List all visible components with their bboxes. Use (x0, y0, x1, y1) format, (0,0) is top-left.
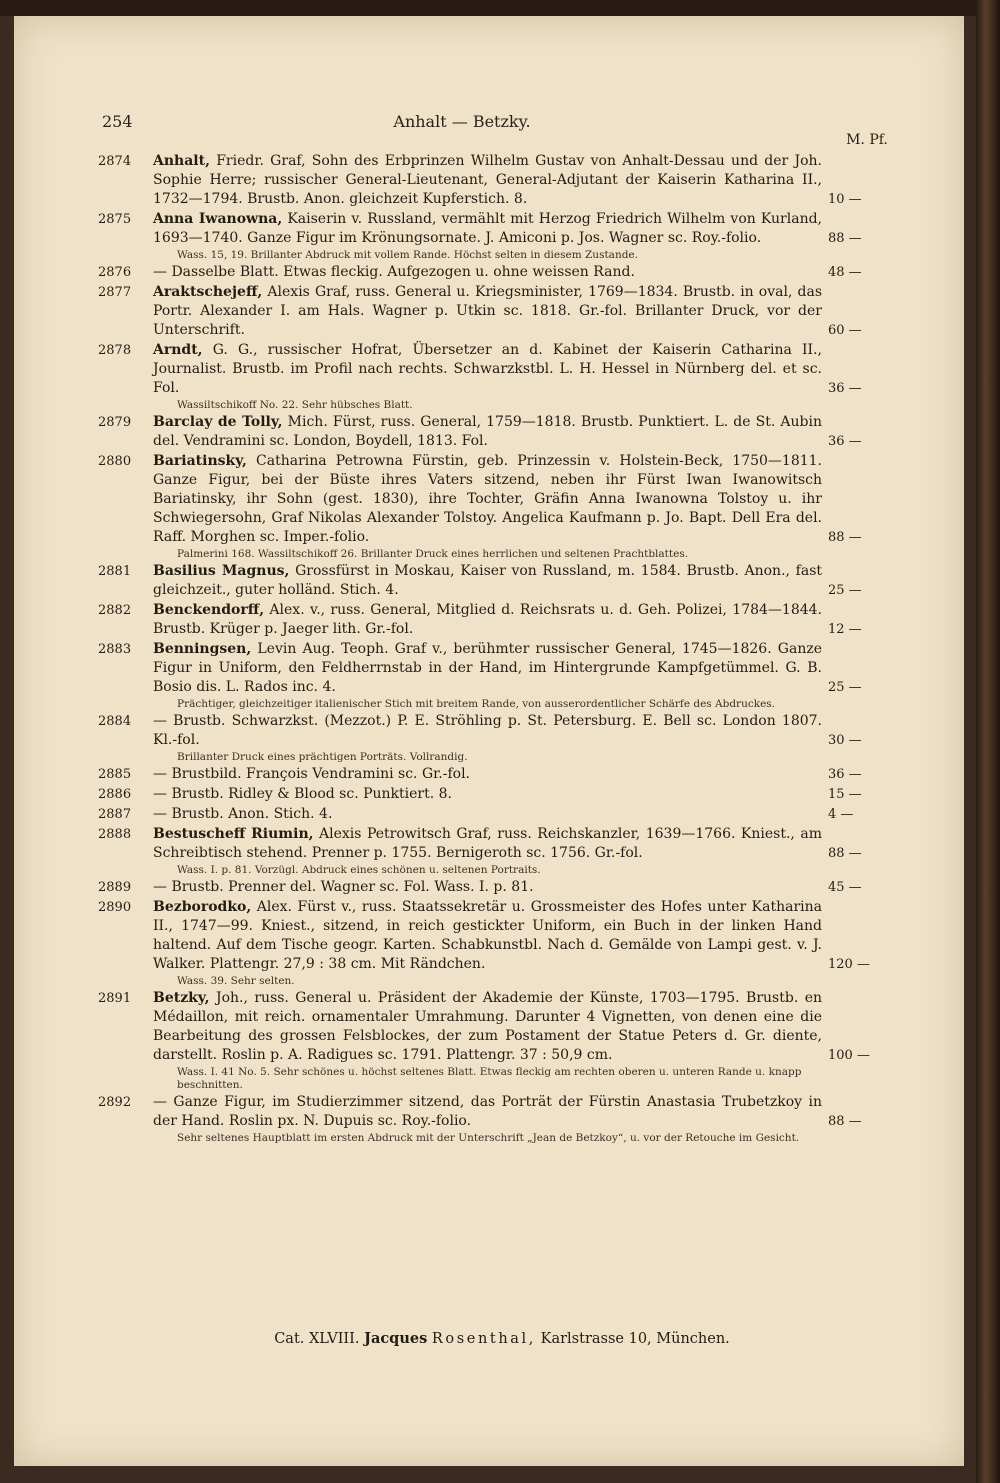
entry-number: 2888 (98, 827, 132, 842)
entry-number: 2882 (98, 603, 132, 618)
entry-description (153, 640, 822, 697)
catalog-entry (98, 640, 918, 711)
catalog-entry (98, 263, 918, 282)
entry-number: 2889 (98, 880, 132, 895)
entry-number: 2881 (98, 564, 132, 579)
entry-sitter-name: Basilius Magnus, (153, 563, 290, 579)
entry-number: 2886 (98, 787, 132, 802)
entry-price: 12 — (828, 622, 862, 637)
entry-description (153, 283, 822, 340)
entry-description (153, 785, 822, 804)
catalog-entry (98, 152, 918, 209)
footer-publisher-firstname: Jacques (364, 1330, 428, 1347)
entry-description (153, 898, 822, 974)
catalog-entry (98, 601, 918, 639)
entry-description (153, 878, 822, 897)
catalog-entries (98, 152, 918, 1322)
catalog-page (14, 16, 964, 1466)
entry-price: 88 — (828, 231, 862, 246)
entry-text: Mich. Fürst, russ. General, 1759—1818. Brustb. Punktiert. L. de St. Aubin del. Vendramini sc. London, Boydell, 1813. Fol. (153, 414, 823, 449)
page-header (102, 112, 822, 142)
entry-number: 2877 (98, 285, 132, 300)
entry-note: Wass. I. 41 No. 5. Sehr schönes u. höchst seltenes Blatt. Etwas fleckig am rechten oberen u. unteren Rande u. knapp beschnitten. (177, 1066, 802, 1091)
catalog-entry (98, 898, 918, 988)
entry-description (153, 341, 822, 398)
entry-price: 15 — (828, 787, 862, 802)
catalog-entry (98, 341, 918, 412)
entry-text: — Brustb. Ridley & Blood sc. Punktiert. 8. (153, 786, 452, 802)
entry-description (153, 562, 822, 600)
entry-text: — Brustb. Schwarzkst. (Mezzot.) P. E. Ströhling p. St. Petersburg. E. Bell sc. London 1807. Kl.-fol. (153, 713, 822, 748)
entry-price: 36 — (828, 381, 862, 396)
entry-text: Joh., russ. General u. Präsident der Akademie der Künste, 1703—1795. Brustb. en Médaillon, mit reich. ornamentaler Umrahmung. Darunter 4 Vignetten, von denen eine die Bearbeitung des grossen Felsblockes, der zum Postament der Statue Peters d. Gr. diente, darstellt. Roslin p. A. Radigues sc. 1791. Plattengr. 37 : 50,9 cm. (153, 990, 822, 1063)
entry-text: Alex. v., russ. General, Mitglied d. Reichsrats u. d. Geh. Polizei, 1784—1844. Brustb. Krüger p. Jaeger lith. Gr.-fol. (153, 602, 822, 637)
entry-price: 10 — (828, 192, 862, 207)
entry-text: Alexis Graf, russ. General u. Kriegsminister, 1769—1834. Brustb. in oval, das Portr. Alexander I. am Hals. Wagner p. Utkin sc. 1818. Gr.-fol. Brillanter Druck, vor der Unterschrift. (153, 284, 823, 338)
running-head: Anhalt — Betzky. (393, 112, 531, 131)
entry-number: 2890 (98, 900, 132, 915)
page-top-strip (0, 0, 1000, 16)
entry-description (153, 452, 822, 547)
entry-number: 2892 (98, 1095, 132, 1110)
entry-price: 120 — (828, 957, 870, 972)
entry-sitter-name: Araktschejeff, (153, 284, 263, 300)
entry-price: 100 — (828, 1048, 870, 1063)
catalog-entry (98, 1093, 918, 1145)
entry-description (153, 989, 822, 1065)
entry-price: 36 — (828, 767, 862, 782)
entry-text: Alex. Fürst v., russ. Staatssekretär u. Grossmeister des Hofes unter Katharina II., 1747—99. Kniest., sitzend, in reich gestickter Uniform, ein Buch in der linken Hand haltend. Auf dem Tische geogr. Karten. Schabkunstbl. Nach d. Gemälde von Lampi gest. v. J. Walker. Plattengr. 27,9 : 38 cm. Mit Rändchen. (153, 899, 822, 972)
entry-sitter-name: Anhalt, (153, 153, 210, 169)
entry-description (153, 413, 822, 451)
entry-text: — Ganze Figur, im Studierzimmer sitzend, das Porträt der Fürstin Anastasia Trubetzkoy in der Hand. Roslin px. N. Dupuis sc. Roy.-folio. (153, 1094, 822, 1129)
entry-text: Levin Aug. Teoph. Graf v., berühmter russischer General, 1745—1826. Ganze Figur in Uniform, den Feldherrnstab in der Hand, im Hintergrunde Kampfgetümmel. G. B. Bosio dis. L. Rados inc. 4. (153, 641, 822, 695)
entry-sitter-name: Arndt, (153, 342, 203, 358)
entry-number: 2876 (98, 265, 132, 280)
entry-note: Palmerini 168. Wassiltschikoff 26. Brillanter Druck eines herrlichen und seltenen Prachtblattes. (177, 548, 689, 560)
entry-note: Wassiltschikoff No. 22. Sehr hübsches Blatt. (177, 399, 413, 411)
catalog-entry (98, 785, 918, 804)
entry-price: 4 — (828, 807, 854, 822)
entry-sitter-name: Anna Iwanowna, (153, 211, 283, 227)
entry-price: 45 — (828, 880, 862, 895)
catalog-entry (98, 805, 918, 824)
entry-note: Prächtiger, gleichzeitiger italienischer Stich mit breitem Rande, von ausserordentlicher Schärfe des Abdruckes. (177, 698, 776, 710)
entry-note: Wass. 15, 19. Brillanter Abdruck mit vollem Rande. Höchst selten in diesem Zustande. (177, 249, 638, 261)
entry-description (153, 765, 822, 784)
entry-description (153, 152, 822, 209)
entry-price: 25 — (828, 680, 862, 695)
entry-sitter-name: Betzky, (153, 990, 210, 1006)
entry-note: Wass. 39. Sehr selten. (177, 975, 295, 987)
entry-number: 2887 (98, 807, 132, 822)
entry-text: — Brustbild. François Vendramini sc. Gr.-fol. (153, 766, 470, 782)
entry-number: 2891 (98, 991, 132, 1006)
entry-price: 36 — (828, 434, 862, 449)
catalog-entry (98, 413, 918, 451)
entry-price: 30 — (828, 733, 862, 748)
entry-note: Brillanter Druck eines prächtigen Porträts. Vollrandig. (177, 751, 468, 763)
entry-number: 2883 (98, 642, 132, 657)
entry-text: — Brustb. Anon. Stich. 4. (153, 806, 333, 822)
entry-number: 2880 (98, 454, 132, 469)
entry-number: 2879 (98, 415, 132, 430)
entry-description (153, 1093, 822, 1131)
catalog-entry (98, 210, 918, 262)
catalog-entry (98, 562, 918, 600)
entry-text: Friedr. Graf, Sohn des Erbprinzen Wilhelm Gustav von Anhalt-Dessau und der Joh. Sophie Herre; russischer General-Lieutenant, General-Adjutant der Kaiserin Katharina II., 1732—1794. Brustb. Anon. gleichzeit Kupferstich. 8. (153, 153, 822, 207)
entry-description (153, 712, 822, 750)
entry-sitter-name: Benningsen, (153, 641, 252, 657)
page-footer (102, 1330, 902, 1347)
footer-publisher-surname: Rosenthal, (431, 1331, 537, 1347)
entry-sitter-name: Bezborodko, (153, 899, 252, 915)
book-edge (976, 0, 1000, 1483)
currency-columns-heading: M. Pf. (846, 132, 888, 148)
entry-price: 48 — (828, 265, 862, 280)
entry-description (153, 601, 822, 639)
entry-sitter-name: Bestuscheff Riumin, (153, 826, 314, 842)
entry-sitter-name: Benckendorff, (153, 602, 265, 618)
entry-number: 2875 (98, 212, 132, 227)
entry-number: 2878 (98, 343, 132, 358)
catalog-entry (98, 878, 918, 897)
entry-price: 60 — (828, 323, 862, 338)
entry-note: Wass. I. p. 81. Vorzügl. Abdruck eines schönen u. seltenen Portraits. (177, 864, 541, 876)
catalog-entry (98, 765, 918, 784)
entry-text: Catharina Petrowna Fürstin, geb. Prinzessin v. Holstein-Beck, 1750—1811. Ganze Figur, bei der Büste ihres Vaters sitzend, neben ihr Fürst Iwan Iwanowitsch Bariatinsky, ihr Sohn (gest. 1830), ihre Tochter, Gräfin Anna Iwanowna Tolstoy u. ihr Schwiegersohn, Graf Nikolas Alexander Tolstoy. Angelica Kaufmann p. Jo. Bapt. Dell Era del. Raff. Morghen sc. Imper.-folio. (153, 453, 823, 545)
entry-note: Sehr seltenes Hauptblatt im ersten Abdruck mit der Unterschrift „Jean de Betzkoy“, u. vor der Retouche im Gesicht. (177, 1132, 800, 1144)
catalog-entry (98, 825, 918, 877)
entry-price: 25 — (828, 583, 862, 598)
entry-number: 2885 (98, 767, 132, 782)
entry-description (153, 210, 822, 248)
page-number: 254 (102, 112, 133, 131)
footer-catalog-number: Cat. XLVIII. (274, 1331, 360, 1347)
entry-text: Kaiserin v. Russland, vermählt mit Herzog Friedrich Wilhelm von Kurland, 1693—1740. Ganze Figur im Krönungsornate. J. Amiconi p. Jos. Wagner sc. Roy.-folio. (153, 211, 822, 246)
entry-price: 88 — (828, 1114, 862, 1129)
catalog-entry (98, 712, 918, 764)
catalog-entry (98, 989, 918, 1092)
entry-number: 2874 (98, 154, 132, 169)
entry-text: G. G., russischer Hofrat, Übersetzer an d. Kabinet der Kaiserin Catharina II., Journalist. Brustb. im Profil nach rechts. Schwarzkstbl. L. H. Hessel in Nürnberg del. et sc. Fol. (153, 342, 822, 396)
entry-sitter-name: Bariatinsky, (153, 453, 247, 469)
entry-description (153, 825, 822, 863)
entry-description (153, 805, 822, 824)
entry-text: Grossfürst in Moskau, Kaiser von Russland, m. 1584. Brustb. Anon., fast gleichzeit., guter holländ. Stich. 4. (153, 563, 823, 598)
entry-text: — Dasselbe Blatt. Etwas fleckig. Aufgezogen u. ohne weissen Rand. (153, 264, 635, 280)
entry-text: Alexis Petrowitsch Graf, russ. Reichskanzler, 1639—1766. Kniest., am Schreibtisch stehend. Prenner p. 1755. Bernigeroth sc. 1756. Gr.-fol. (153, 826, 823, 861)
entry-number: 2884 (98, 714, 132, 729)
entry-sitter-name: Barclay de Tolly, (153, 414, 283, 430)
entry-description (153, 263, 822, 282)
entry-price: 88 — (828, 530, 862, 545)
entry-price: 88 — (828, 846, 862, 861)
entry-text: — Brustb. Prenner del. Wagner sc. Fol. Wass. I. p. 81. (153, 879, 534, 895)
footer-address: Karlstrasse 10, München. (540, 1331, 730, 1347)
catalog-entry (98, 452, 918, 561)
catalog-entry (98, 283, 918, 340)
